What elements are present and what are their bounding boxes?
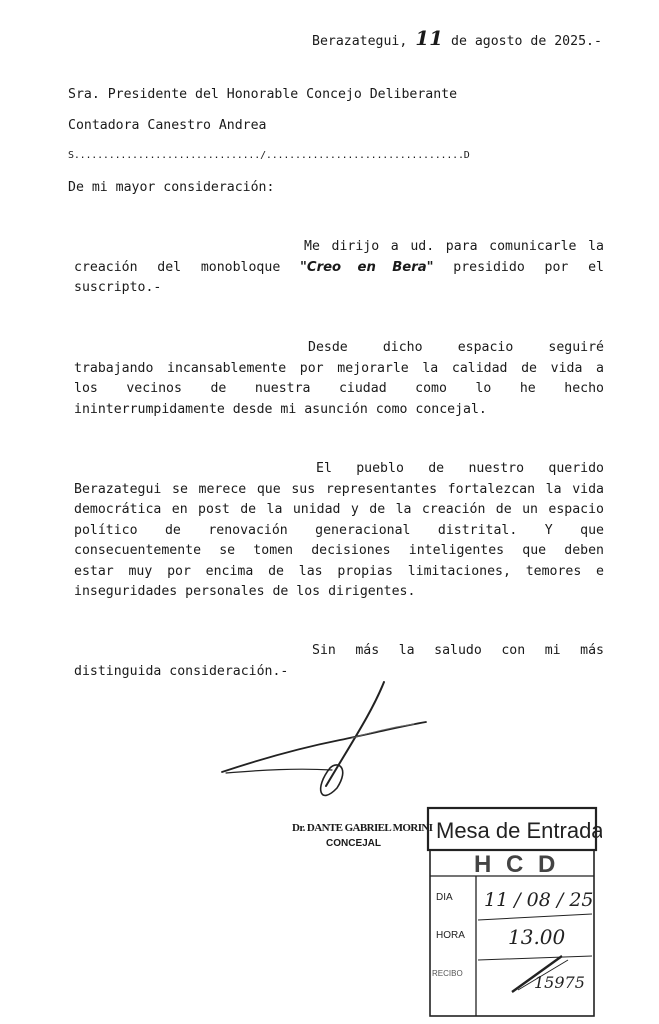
p1-line-3: suscripto.- <box>74 280 162 295</box>
stamp-hora-label: HORA <box>436 930 465 941</box>
paragraph-2 <box>74 338 604 420</box>
monobloque-name: "Creo en Bera" <box>300 259 434 275</box>
p2-line-2: trabajando incansablemente por mejorarle la calidad de vida a <box>74 360 604 376</box>
p3-line-3: democrática en post de la unidad y de la creación de un espacio <box>74 502 604 517</box>
stamp-recibo-label: RECIBO <box>432 969 463 978</box>
reception-stamp <box>426 806 602 1018</box>
stamp-dia-value: 11 / 08 / 25 <box>484 889 594 911</box>
p4-line-2: distinguida consideración.- <box>74 663 289 679</box>
signatory-name: Dr. DANTE GABRIEL MORINI <box>292 822 433 834</box>
paragraph-4 <box>74 641 604 682</box>
stamp-dia-label: DIA <box>436 892 453 903</box>
p3-line-5: consecuentemente se tomen decisiones inteligentes que deben <box>74 543 604 558</box>
stamp-frame <box>426 806 602 1018</box>
paragraph-3 <box>74 459 604 603</box>
p3-line-4: político de renovación generacional distrital. Y que <box>74 522 604 538</box>
p2-line-1: Desde dicho espacio seguiré <box>308 340 604 355</box>
date-line <box>312 26 602 50</box>
date-day-handwritten: 11 <box>415 26 444 50</box>
stamp-recibo-value: 15975 <box>534 973 585 992</box>
addressee-line-1: Sra. Presidente del Honorable Concejo Deliberante <box>68 87 458 102</box>
addressee-line-3: S................................/..................................D <box>68 150 470 161</box>
p3-line-1: El pueblo de nuestro querido <box>316 461 604 476</box>
p4-line-1: Sin más la saludo con mi más <box>312 643 604 658</box>
addressee-line-2: Contadora Canestro Andrea <box>68 118 267 133</box>
stamp-org: H C D <box>474 851 560 878</box>
date-rest: de agosto de 2025.- <box>451 34 602 49</box>
p3-line-6: estar muy por encima de las propias limitaciones, temores e <box>74 563 604 579</box>
date-place: Berazategui, <box>312 34 408 49</box>
stamp-heading: Mesa de Entrada <box>436 818 602 843</box>
stamp-hora-value: 13.00 <box>508 925 566 949</box>
p1-line-1: Me dirijo a ud. para comunicarle la <box>304 239 604 254</box>
signatory-title: CONCEJAL <box>326 838 382 849</box>
greeting: De mi mayor consideración: <box>68 180 275 195</box>
p2-line-4: ininterrumpidamente desde mi asunción como concejal. <box>74 401 487 417</box>
p3-line-2: Berazategui se merece que sus representantes fortalezcan la vida <box>74 481 604 497</box>
paragraph-1 <box>74 237 604 299</box>
p2-line-3: los vecinos de nuestra ciudad como lo he hecho <box>74 381 604 396</box>
p1-line-2: creación del monobloque "Creo en Bera" presidido por el <box>74 259 604 275</box>
p3-line-7: inseguridades personales de los dirigentes. <box>74 584 416 599</box>
